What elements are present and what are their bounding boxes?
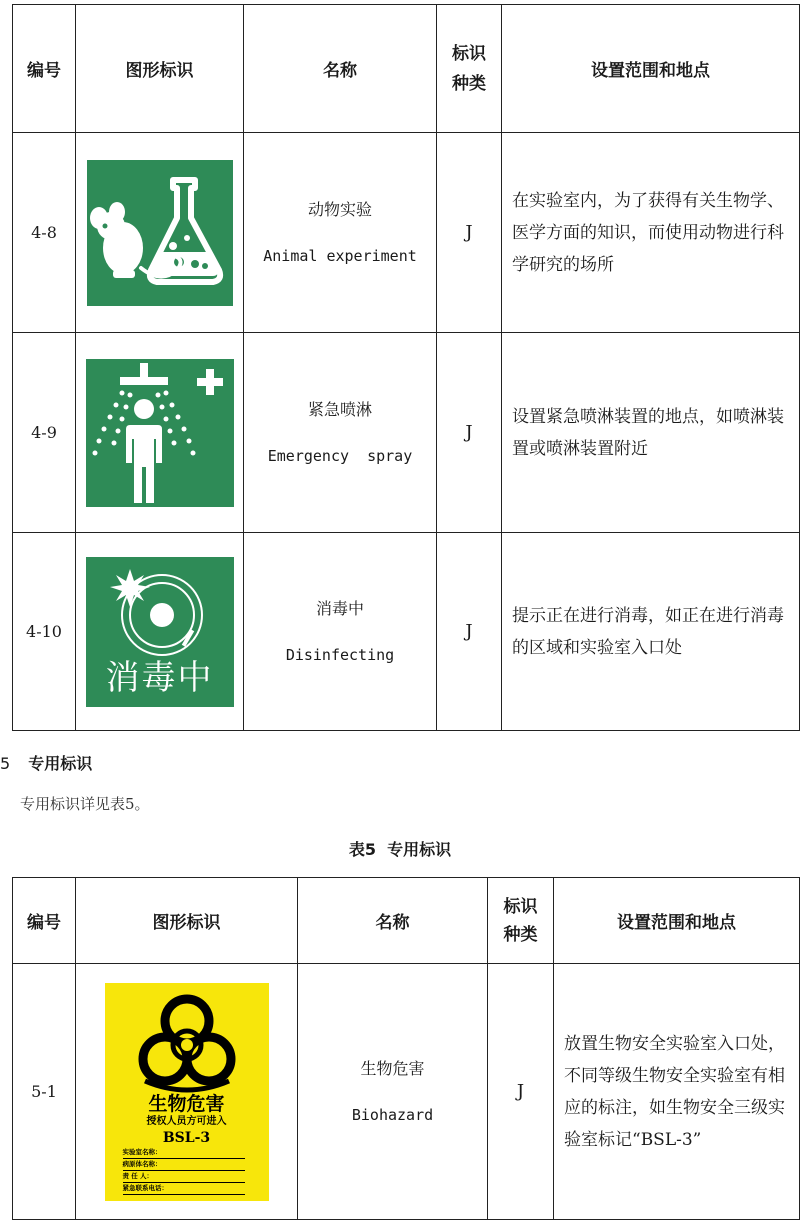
row-number: 5-1: [13, 964, 76, 1220]
header-no: 编号: [13, 5, 76, 133]
table-header-row: [13, 5, 800, 133]
animal-experiment-icon: [87, 160, 233, 306]
row-graphic: [76, 333, 244, 533]
header-scope: 设置范围和地点: [502, 5, 800, 133]
table-row: [13, 964, 800, 1220]
row-number: 4-10: [13, 533, 76, 731]
row-scope: 提示正在进行消毒，如正在进行消毒的区域和实验室入口处: [502, 533, 800, 731]
table-caption-text: 表5 专用标识: [348, 840, 452, 859]
table-row: [13, 533, 800, 731]
row-scope: 设置紧急喷淋装置的地点，如喷淋装置或喷淋装置附近: [502, 333, 800, 533]
sign-level: BSL-3: [162, 1129, 211, 1146]
table-5: [12, 877, 800, 1220]
header-name: 名称: [298, 878, 488, 964]
name-zh: 消毒中: [315, 598, 364, 618]
header-kind-line2: 种类: [452, 73, 486, 94]
table-caption: [0, 837, 800, 860]
row-number: 4-8: [13, 133, 76, 333]
row-kind: J: [437, 533, 502, 731]
table-row: [13, 333, 800, 533]
section-paragraph: 专用标识详见表5。: [20, 795, 150, 813]
header-scope: 设置范围和地点: [554, 878, 800, 964]
sign-field: 紧急联系电话：: [123, 1183, 245, 1195]
name-zh: 紧急喷淋: [307, 399, 372, 419]
row-kind: J: [437, 133, 502, 333]
sign-subtitle: 授权人员方可进入: [146, 1115, 227, 1127]
row-name: [244, 533, 437, 731]
section-number: 5: [0, 754, 11, 773]
name-zh: 动物实验: [307, 199, 372, 219]
header-kind: [488, 878, 554, 964]
name-en: Animal experiment: [263, 246, 417, 265]
sign-text: 消毒中: [105, 657, 214, 698]
header-kind-line1: 标识: [503, 896, 538, 917]
row-graphic: [76, 964, 298, 1220]
row-scope: 在实验室内，为了获得有关生物学、医学方面的知识，而使用动物进行科学研究的场所: [502, 133, 800, 333]
biohazard-icon: [105, 983, 269, 1201]
sign-field: 实验室名称：: [123, 1147, 245, 1159]
header-kind-line2: 种类: [503, 924, 538, 945]
table-row: [13, 133, 800, 333]
name-en: Disinfecting: [285, 645, 395, 664]
row-scope: 放置生物安全实验室入口处，不同等级生物安全实验室有相应的标注，如生物安全三级实验室标记“BSL-3”: [554, 964, 800, 1220]
section-title: 专用标识: [28, 754, 93, 773]
row-number: 4-9: [13, 333, 76, 533]
name-en: Emergency spray: [267, 446, 413, 465]
name-zh: 生物危害: [360, 1058, 425, 1078]
row-graphic: [76, 533, 244, 731]
sign-field: 病原体名称：: [123, 1159, 245, 1171]
sign-title: 生物危害: [148, 1092, 225, 1115]
header-graphic: 图形标识: [76, 878, 298, 964]
row-name: [244, 133, 437, 333]
header-kind: [437, 5, 502, 133]
header-no: 编号: [13, 878, 76, 964]
table-4-continued: [12, 4, 800, 731]
row-name: [298, 964, 488, 1220]
row-kind: J: [488, 964, 554, 1220]
row-graphic: [76, 133, 244, 333]
header-name: 名称: [244, 5, 437, 133]
section-heading: [0, 751, 92, 774]
header-kind-line1: 标识: [452, 43, 486, 64]
table-header-row: [13, 878, 800, 964]
disinfecting-icon: [86, 557, 234, 707]
emergency-spray-icon: [86, 359, 234, 507]
row-name: [244, 333, 437, 533]
header-graphic: 图形标识: [76, 5, 244, 133]
row-kind: J: [437, 333, 502, 533]
name-en: Biohazard: [351, 1105, 434, 1124]
sign-field: 责 任 人：: [123, 1171, 245, 1183]
